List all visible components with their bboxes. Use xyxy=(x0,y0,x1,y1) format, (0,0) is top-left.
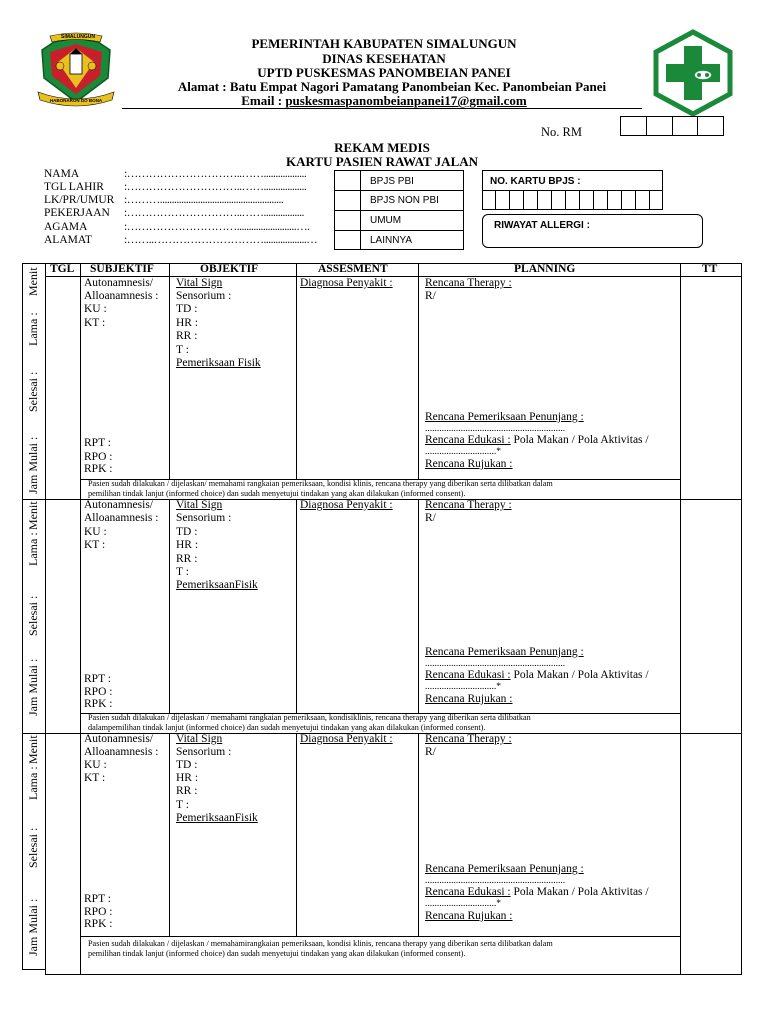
no-rm-label: No. RM xyxy=(541,125,582,139)
alamat-field[interactable]: :……..…………………………..................… xyxy=(124,234,318,246)
no-rm-boxes[interactable] xyxy=(620,116,724,136)
rpk: RPK : xyxy=(84,463,113,475)
resep: R/ xyxy=(425,512,436,524)
informed-consent-note-2: pemilihan tindak lanjut (informed choice) dan sudah menyetujui tindakan yang akan dilakukan (informed consent). xyxy=(88,489,466,498)
tgl-lahir-field[interactable]: :…………………………..…….................. xyxy=(124,181,307,193)
rpk: RPK : xyxy=(84,918,113,930)
diagnosa-penyakit: Diagnosa Penyakit : xyxy=(300,499,393,511)
rencana-penunjang: Rencana Pemeriksaan Penunjang : xyxy=(425,411,584,423)
informed-consent-note-2: pemilihan tindak lanjut (informed choice) dan sudah menyetujui tindakan yang akan dilakukan (informed consent). xyxy=(88,949,466,958)
vital-sign: Vital Sign xyxy=(176,733,223,745)
vital-sign: Vital Sign xyxy=(176,499,223,511)
edukasi-label: Rencana Edukasi : xyxy=(425,886,511,898)
alloanamnesis: Alloanamnesis : xyxy=(84,290,159,302)
kt: KT : xyxy=(84,539,106,551)
agama-label: AGAMA xyxy=(44,221,88,233)
jam-mulai-label-1: Jam Mulai : xyxy=(26,436,40,494)
resep: R/ xyxy=(425,290,436,302)
selesai-label-1: Selesai : xyxy=(26,371,40,412)
title-rekam-medis: REKAM MEDIS xyxy=(334,140,430,155)
nama-label: NAMA xyxy=(44,168,80,180)
bpjs-card-digits[interactable] xyxy=(482,190,663,210)
informed-consent-note: Pasien sudah dilakukan / dijelaskan / memahami rangkaian pemeriksaan, kondisiklinis, rencana therapy yang diberikan serta dilibatkan xyxy=(88,713,531,722)
autonamnesis: Autonamnesis/ xyxy=(84,733,153,745)
rr: RR : xyxy=(176,785,198,797)
agama-field[interactable]: :………………………….........................…. xyxy=(124,221,310,233)
rencana-therapy: Rencana Therapy : xyxy=(425,277,512,289)
lama-label-2: Lama : xyxy=(26,532,40,566)
pemeriksaan-fisik: PemeriksaanFisik xyxy=(176,812,258,824)
payment-bpjs-pbi[interactable]: BPJS PBI xyxy=(370,176,414,187)
edukasi-options: Pola Makan / Pola Aktivitas / xyxy=(510,886,649,898)
rencana-rujukan: Rencana Rujukan : xyxy=(425,458,513,470)
header-objektif: OBJEKTIF xyxy=(200,263,259,275)
logo-top-text: SIMALUNGUN xyxy=(61,34,95,40)
rencana-therapy: Rencana Therapy : xyxy=(425,499,512,511)
alloanamnesis: Alloanamnesis : xyxy=(84,746,159,758)
penunjang-dots[interactable]: ........................................................... xyxy=(425,659,566,669)
alloanamnesis: Alloanamnesis : xyxy=(84,512,159,524)
menit-label-3: Menit xyxy=(26,735,40,764)
hr: HR : xyxy=(176,539,199,551)
td: TD : xyxy=(176,526,198,538)
hr: HR : xyxy=(176,317,199,329)
rpo: RPO : xyxy=(84,906,113,918)
hr: HR : xyxy=(176,772,199,784)
allergy-label: RIWAYAT ALLERGI : xyxy=(494,220,590,231)
payment-bpjs-non-pbi[interactable]: BPJS NON PBI xyxy=(370,195,439,206)
header-tgl: TGL xyxy=(50,263,75,275)
menit-label-2: Menit xyxy=(26,501,40,530)
ku: KU : xyxy=(84,526,107,538)
rpt: RPT : xyxy=(84,893,111,905)
header-planning: PLANNING xyxy=(514,263,576,275)
kt: KT : xyxy=(84,317,106,329)
sensorium: Sensorium : xyxy=(176,512,232,524)
edukasi-label: Rencana Edukasi : xyxy=(425,669,511,681)
header-address: Alamat : Batu Empat Nagori Pamatang Panombeian Kec. Panombeian Panei xyxy=(177,79,607,94)
t: T : xyxy=(176,799,189,811)
rencana-rujukan: Rencana Rujukan : xyxy=(425,910,513,922)
sensorium: Sensorium : xyxy=(176,290,232,302)
rencana-therapy: Rencana Therapy : xyxy=(425,733,512,745)
header-line1: PEMERINTAH KABUPATEN SIMALUNGUN xyxy=(251,36,517,51)
jam-mulai-label-2: Jam Mulai : xyxy=(26,658,40,716)
selesai-label-3: Selesai : xyxy=(26,827,40,868)
ku: KU : xyxy=(84,759,107,771)
rpt: RPT : xyxy=(84,437,111,449)
td: TD : xyxy=(176,759,198,771)
kt: KT : xyxy=(84,772,106,784)
diagnosa-penyakit: Diagnosa Penyakit : xyxy=(300,277,393,289)
edukasi-label: Rencana Edukasi : xyxy=(425,434,511,446)
nama-field[interactable]: :…………………………..…….................. xyxy=(124,168,307,180)
rencana-penunjang: Rencana Pemeriksaan Penunjang : xyxy=(425,646,584,658)
header-line3: UPTD PUSKESMAS PANOMBEIAN PANEI xyxy=(257,65,511,80)
lama-label-3: Lama : xyxy=(26,766,40,800)
diagnosa-penyakit: Diagnosa Penyakit : xyxy=(300,733,393,745)
rpo: RPO : xyxy=(84,451,113,463)
header-subjektif: SUBJEKTIF xyxy=(90,263,154,275)
title-kartu-pasien: KARTU PASIEN RAWAT JALAN xyxy=(285,154,479,169)
pemeriksaan-fisik: PemeriksaanFisik xyxy=(176,579,258,591)
edukasi-dots[interactable]: ..............................* xyxy=(425,682,501,692)
rr: RR : xyxy=(176,553,198,565)
edukasi-dots[interactable]: ..............................* xyxy=(425,447,501,457)
menit-label-1: Menit xyxy=(26,267,40,296)
penunjang-dots[interactable]: ........................................................... xyxy=(425,424,566,434)
header-divider xyxy=(122,108,642,109)
lama-label-1: Lama : xyxy=(26,312,40,346)
autonamnesis: Autonamnesis/ xyxy=(84,499,153,511)
selesai-label-2: Selesai : xyxy=(26,595,40,636)
rpt: RPT : xyxy=(84,673,111,685)
payment-umum[interactable]: UMUM xyxy=(370,215,402,226)
pekerjaan-label: PEKERJAAN xyxy=(44,207,110,219)
soap-table xyxy=(45,263,742,975)
header-assesment: ASSESMENT xyxy=(318,263,388,275)
t: T : xyxy=(176,566,189,578)
lk-pr-umur-label: LK/PR/UMUR xyxy=(44,194,115,206)
t: T : xyxy=(176,344,189,356)
rpo: RPO : xyxy=(84,686,113,698)
header-line2: DINAS KESEHATAN xyxy=(322,51,446,66)
lk-pr-umur-field[interactable]: :……….................................................... xyxy=(124,194,284,206)
rpk: RPK : xyxy=(84,698,113,710)
ku: KU : xyxy=(84,303,107,315)
informed-consent-note-2: dalampemilihan tindak lanjut (informed choice) dan sudah menyetujui tindakan yang akan dilakukan (informed consent). xyxy=(88,723,486,732)
logo-ribbon-text: HABONARON DO BONA xyxy=(49,98,103,103)
informed-consent-note: Pasien sudah dilakukan / dijelaskan/ memahami rangkaian pemeriksaan, kondisi klinis, rencana therapy yang diberikan serta dilibatkan dalam xyxy=(88,479,553,488)
header-email-line xyxy=(0,93,768,108)
rr: RR : xyxy=(176,330,198,342)
jam-mulai-label-3: Jam Mulai : xyxy=(26,898,40,956)
edukasi-dots[interactable]: ..............................* xyxy=(425,899,501,909)
rencana-penunjang: Rencana Pemeriksaan Penunjang : xyxy=(425,863,584,875)
email-link[interactable]: puskesmaspanombeianpanei17@gmail.com xyxy=(285,93,527,108)
resep: R/ xyxy=(425,746,436,758)
penunjang-dots[interactable]: ........................................................... xyxy=(425,876,566,886)
pemeriksaan-fisik: Pemeriksaan Fisik xyxy=(176,357,261,369)
payment-lainnya[interactable]: LAINNYA xyxy=(370,235,413,246)
vital-sign: Vital Sign xyxy=(176,277,223,289)
sensorium: Sensorium : xyxy=(176,746,232,758)
bpjs-card-label: NO. KARTU BPJS : xyxy=(490,176,581,187)
edukasi-options: Pola Makan / Pola Aktivitas / xyxy=(510,434,649,446)
rencana-rujukan: Rencana Rujukan : xyxy=(425,693,513,705)
autonamnesis: Autonamnesis/ xyxy=(84,277,153,289)
td: TD : xyxy=(176,303,198,315)
header-tt: TT xyxy=(702,263,718,275)
alamat-label: ALAMAT xyxy=(44,234,92,246)
informed-consent-note: Pasien sudah dilakukan / dijelaskan / memahamirangkaian pemeriksaan, kondisi klinis, rencana therapy yang diberikan serta dilibatkan dalam xyxy=(88,939,553,948)
email-label: Email : xyxy=(241,93,286,108)
pekerjaan-field[interactable]: :…………………………..……................. xyxy=(124,207,304,219)
edukasi-options: Pola Makan / Pola Aktivitas / xyxy=(510,669,649,681)
tgl-lahir-label: TGL LAHIR xyxy=(44,181,104,193)
